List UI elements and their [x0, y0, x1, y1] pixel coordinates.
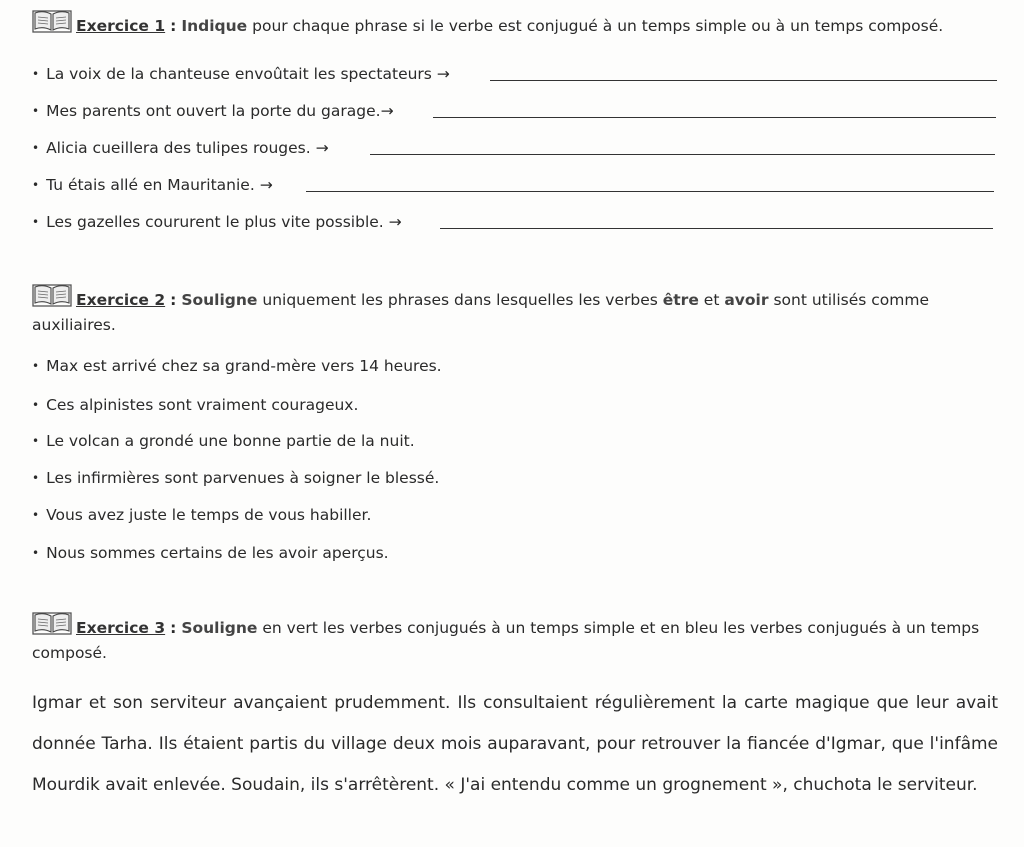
exercise-3-instruction: en vert les verbes conjugués à un temps simple et en bleu les verbes conjugués à un temps composé. — [32, 619, 980, 662]
bullet-icon: • — [32, 215, 40, 229]
answer-line[interactable] — [306, 191, 994, 192]
bullet-icon: • — [32, 178, 40, 192]
exercise-3-title: Exercice 3 — [76, 619, 166, 637]
keyword-avoir: avoir — [724, 291, 769, 309]
exercise-3-passage: Igmar et son serviteur avançaient prudemment. Ils consultaient régulièrement la carte magique que leur avait donnée Tarha. Ils étaient partis du village deux mois auparavant, pour retrouver la fiancée d'Igmar, que l'infâme Mourdik avait enlevée. Soudain, ils s'arrêtèrent. « J'ai entendu comme un grognement », chuchota le serviteur. — [32, 693, 998, 795]
bullet-icon: • — [32, 508, 40, 522]
exercise-2-title: Exercice 2 — [76, 291, 166, 309]
exercise-1-item: • Tu étais allé en Mauritanie. → — [32, 176, 273, 194]
exercise-1-item: • La voix de la chanteuse envoûtait les spectateurs → — [32, 65, 450, 83]
bullet-icon: • — [32, 471, 40, 485]
exercise-2-keyword: Souligne — [181, 291, 258, 309]
answer-line[interactable] — [440, 228, 993, 229]
answer-line[interactable] — [433, 117, 996, 118]
bullet-icon: • — [32, 546, 40, 560]
exercise-2-item: • Vous avez juste le temps de vous habiller. — [32, 506, 372, 524]
exercise-2-item: • Ces alpinistes sont vraiment courageux. — [32, 396, 359, 414]
open-book-icon — [32, 282, 72, 308]
bullet-icon: • — [32, 359, 40, 373]
exercise-2-item: • Le volcan a grondé une bonne partie de la nuit. — [32, 432, 415, 450]
exercise-1-item: • Les gazelles coururent le plus vite possible. → — [32, 213, 402, 231]
open-book-icon — [32, 610, 72, 636]
exercise-3-header: Exercice 3 : Souligne en vert les verbes conjugués à un temps simple et en bleu les verbes conjugués à un temps composé. — [32, 610, 1000, 666]
answer-line[interactable] — [370, 154, 995, 155]
open-book-icon — [32, 8, 72, 34]
bullet-icon: • — [32, 434, 40, 448]
keyword-etre: être — [662, 291, 699, 309]
exercise-1-item: • Mes parents ont ouvert la porte du garage.→ — [32, 102, 394, 120]
exercise-1-keyword: Indique — [181, 17, 248, 35]
exercise-2-item: • Nous sommes certains de les avoir aperçus. — [32, 544, 389, 562]
exercise-2-header: Exercice 2 : Souligne uniquement les phrases dans lesquelles les verbes être et avoir sont utilisés comme auxiliaires. — [32, 282, 1000, 338]
bullet-icon: • — [32, 104, 40, 118]
answer-line[interactable] — [490, 80, 997, 81]
bullet-icon: • — [32, 141, 40, 155]
exercise-2-item: • Les infirmières sont parvenues à soigner le blessé. — [32, 469, 440, 487]
exercise-2-item: • Max est arrivé chez sa grand-mère vers 14 heures. — [32, 357, 442, 375]
bullet-icon: • — [32, 398, 40, 412]
exercise-1-instruction: pour chaque phrase si le verbe est conjugué à un temps simple ou à un temps composé. — [252, 17, 944, 35]
exercise-3-keyword: Souligne — [181, 619, 258, 637]
bullet-icon: • — [32, 67, 40, 81]
exercise-1-header: Exercice 1 : Indique pour chaque phrase si le verbe est conjugué à un temps simple ou à un temps composé. — [32, 8, 1000, 37]
exercise-1-title: Exercice 1 — [76, 17, 166, 35]
exercise-1-item: • Alicia cueillera des tulipes rouges. → — [32, 139, 329, 157]
